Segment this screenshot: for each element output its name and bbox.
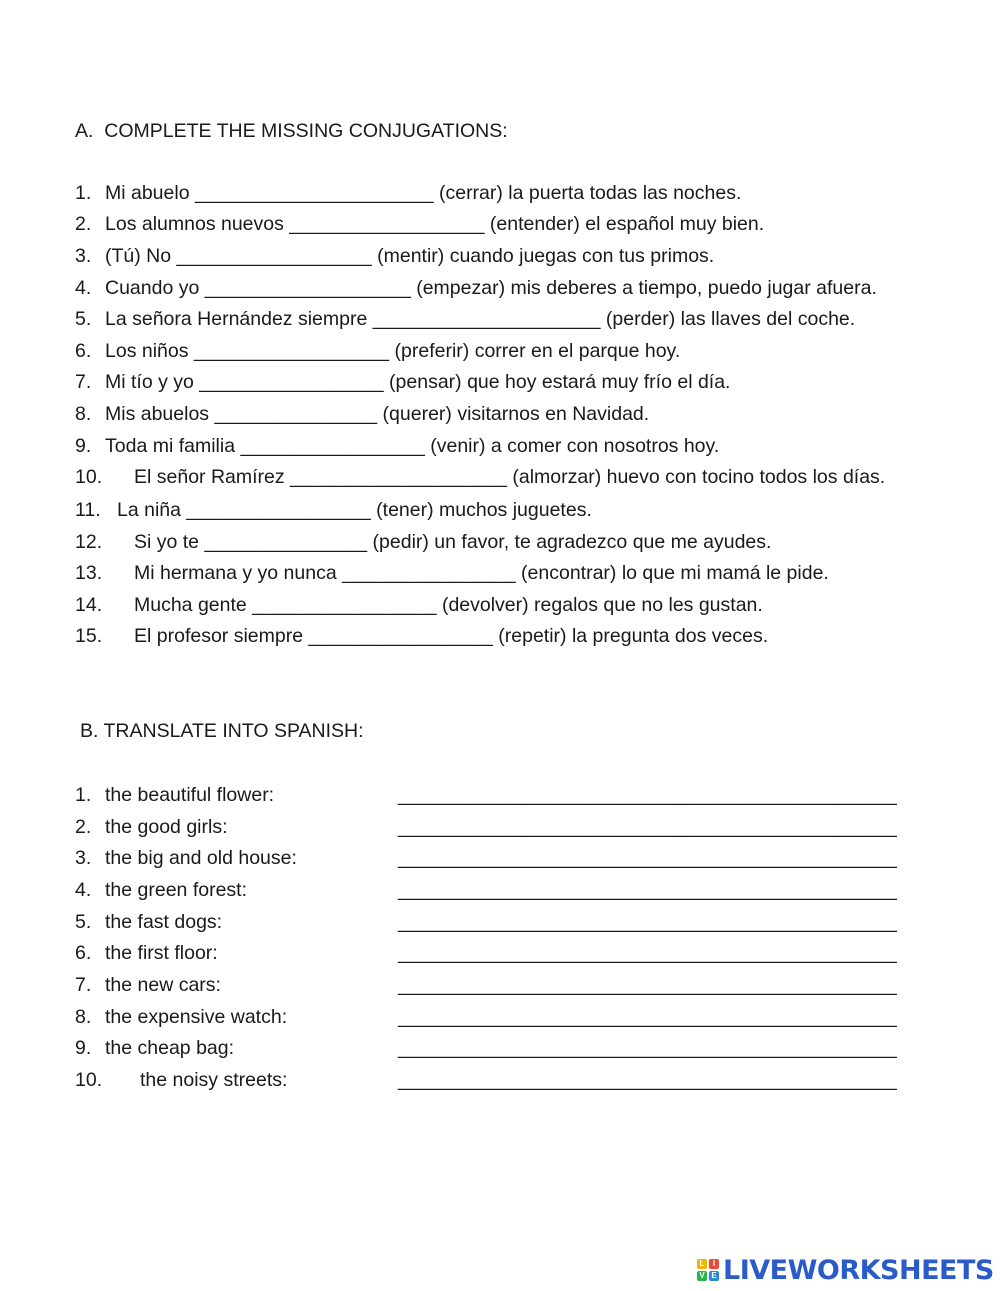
item-number: 11. xyxy=(75,499,101,521)
item-number: 5. xyxy=(75,308,92,330)
item-text: the first floor: xyxy=(105,942,218,964)
answer-blank[interactable]: ______________________________________________ xyxy=(398,879,897,901)
answer-blank[interactable]: ______________________________________________ xyxy=(398,974,897,996)
answer-blank[interactable]: ______________________________________________ xyxy=(398,847,897,869)
item-text: Mis abuelos _______________ (querer) visitarnos en Navidad. xyxy=(105,403,650,425)
logo-blocks-icon xyxy=(697,1259,719,1281)
item-number: 4. xyxy=(75,879,92,901)
answer-blank[interactable]: ______________________________________________ xyxy=(398,784,897,806)
item-number: 13. xyxy=(75,562,103,584)
item-text: (Tú) No __________________ (mentir) cuando juegas con tus primos. xyxy=(105,245,715,267)
item-text: the expensive watch: xyxy=(105,1006,288,1028)
item-text: Toda mi familia _________________ (venir) a comer con nosotros hoy. xyxy=(105,435,720,457)
item-number: 9. xyxy=(75,1037,92,1059)
item-number: 9. xyxy=(75,435,92,457)
item-text: Mi abuelo ______________________ (cerrar) la puerta todas las noches. xyxy=(105,182,742,204)
item-number: 2. xyxy=(75,816,92,838)
item-number: 8. xyxy=(75,1006,92,1028)
item-number: 8. xyxy=(75,403,92,425)
item-text: the new cars: xyxy=(105,974,221,996)
item-text: the fast dogs: xyxy=(105,911,223,933)
item-text: Mi tío y yo _________________ (pensar) que hoy estará muy frío el día. xyxy=(105,371,731,393)
item-number: 7. xyxy=(75,371,92,393)
item-number: 14. xyxy=(75,594,103,616)
section-a-title: A. COMPLETE THE MISSING CONJUGATIONS: xyxy=(75,120,508,142)
item-number: 1. xyxy=(75,182,92,204)
item-number: 5. xyxy=(75,911,92,933)
item-text: Mucha gente _________________ (devolver) regalos que no les gustan. xyxy=(134,594,763,616)
item-number: 3. xyxy=(75,245,92,267)
item-number: 7. xyxy=(75,974,92,996)
item-number: 1. xyxy=(75,784,92,806)
answer-blank[interactable]: ______________________________________________ xyxy=(398,1069,897,1091)
item-text: the good girls: xyxy=(105,816,228,838)
item-text: Si yo te _______________ (pedir) un favor, te agradezco que me ayudes. xyxy=(134,531,772,553)
logo-block: E xyxy=(709,1271,719,1281)
liveworksheets-logo[interactable] xyxy=(697,1254,997,1286)
logo-block: I xyxy=(709,1259,719,1269)
item-number: 6. xyxy=(75,942,92,964)
item-text: Cuando yo ___________________ (empezar) mis deberes a tiempo, puedo jugar afuera. xyxy=(105,277,877,299)
item-text: Los alumnos nuevos __________________ (entender) el español muy bien. xyxy=(105,213,765,235)
answer-blank[interactable]: ______________________________________________ xyxy=(398,816,897,838)
item-text: the beautiful flower: xyxy=(105,784,275,806)
logo-block: V xyxy=(697,1271,707,1281)
section-b-title: B. TRANSLATE INTO SPANISH: xyxy=(80,720,364,742)
item-number: 4. xyxy=(75,277,92,299)
item-number: 12. xyxy=(75,531,103,553)
item-text: the green forest: xyxy=(105,879,248,901)
logo-block: L xyxy=(697,1259,707,1269)
item-number: 10. xyxy=(75,1069,103,1091)
item-text: La niña _________________ (tener) muchos juguetes. xyxy=(117,499,592,521)
item-text: Mi hermana y yo nunca ________________ (encontrar) lo que mi mamá le pide. xyxy=(134,562,829,584)
item-number: 6. xyxy=(75,340,92,362)
item-number: 2. xyxy=(75,213,92,235)
item-text: Los niños __________________ (preferir) correr en el parque hoy. xyxy=(105,340,681,362)
item-number: 15. xyxy=(75,625,103,647)
item-text: the noisy streets: xyxy=(140,1069,288,1091)
answer-blank[interactable]: ______________________________________________ xyxy=(398,942,897,964)
item-text: La señora Hernández siempre _____________________ (perder) las llaves del coche. xyxy=(105,308,856,330)
answer-blank[interactable]: ______________________________________________ xyxy=(398,1006,897,1028)
item-text: El señor Ramírez ____________________ (almorzar) huevo con tocino todos los días. xyxy=(134,466,886,488)
logo-text: LIVEWORKSHEETS xyxy=(723,1254,994,1286)
answer-blank[interactable]: ______________________________________________ xyxy=(398,911,897,933)
item-text: the big and old house: xyxy=(105,847,297,869)
item-number: 3. xyxy=(75,847,92,869)
item-text: El profesor siempre _________________ (repetir) la pregunta dos veces. xyxy=(134,625,769,647)
item-number: 10. xyxy=(75,466,103,488)
item-text: the cheap bag: xyxy=(105,1037,235,1059)
answer-blank[interactable]: ______________________________________________ xyxy=(398,1037,897,1059)
